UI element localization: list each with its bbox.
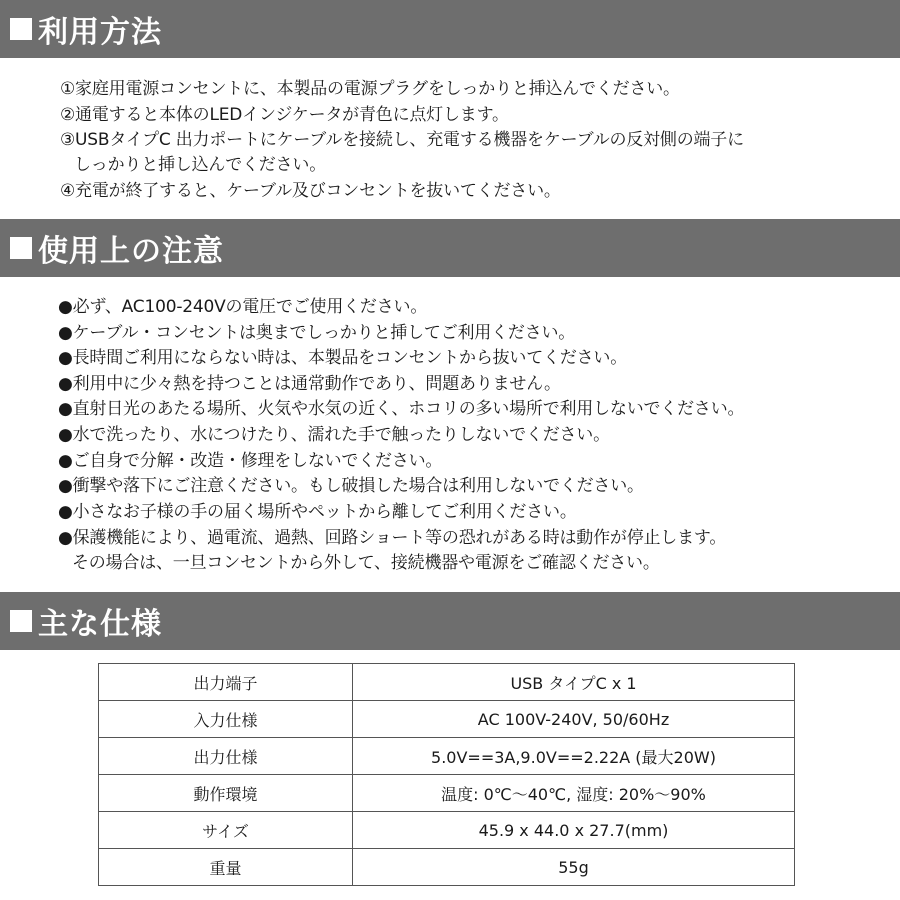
spec-label: 動作環境	[99, 775, 353, 812]
spec-value: 45.9 x 44.0 x 27.7(mm)	[353, 812, 795, 849]
caution-item: ●水で洗ったり、水につけたり、濡れた手で触ったりしないでください。	[58, 425, 610, 445]
caution-item: ●小さなお子様の手の届く場所やペットから離してご利用ください。	[58, 502, 577, 522]
caution-item: ●衝撃や落下にご注意ください。もし破損した場合は利用しないでください。	[58, 476, 644, 496]
caution-item: ●直射日光のあたる場所、火気や水気の近く、ホコリの多い場所で利用しないでください。	[58, 399, 745, 419]
spec-section-title: 主な仕様	[38, 607, 162, 642]
spec-value: 5.0V==3A,9.0V==2.22A (最大20W)	[353, 738, 795, 775]
table-row	[99, 664, 795, 701]
spec-label: 出力端子	[99, 664, 353, 701]
table-row	[99, 849, 795, 886]
usage-step-1: ①家庭用電源コンセントに、本製品の電源プラグをしっかりと挿込んでください。	[60, 79, 680, 99]
usage-step-3: ③USBタイプC 出力ポートにケーブルを接続し、充電する機器をケーブルの反対側の端子に	[60, 130, 744, 150]
usage-step-2: ②通電すると本体のLEDインジケータが青色に点灯します。	[60, 105, 509, 125]
spec-label: 出力仕様	[99, 738, 353, 775]
table-row	[99, 738, 795, 775]
caution-item: ●ご自身で分解・改造・修理をしないでください。	[58, 451, 443, 471]
usage-step-4: ④充電が終了すると、ケーブル及びコンセントを抜いてください。	[60, 181, 561, 201]
caution-section-title: 使用上の注意	[38, 234, 224, 269]
table-row	[99, 812, 795, 849]
spec-section-header	[0, 592, 900, 650]
spec-label: サイズ	[99, 812, 353, 849]
caution-item-continued: その場合は、一旦コンセントから外して、接続機器や電源をご確認ください。	[72, 553, 660, 573]
caution-item: ●保護機能により、過電流、過熱、回路ショート等の恐れがある時は動作が停止します。	[58, 528, 727, 548]
spec-value: AC 100V-240V, 50/60Hz	[353, 701, 795, 738]
square-bullet-icon	[10, 610, 32, 632]
caution-item: ●必ず、AC100-240Vの電圧でご使用ください。	[58, 297, 428, 317]
table-row	[99, 701, 795, 738]
caution-item: ●長時間ご利用にならない時は、本製品をコンセントから抜いてください。	[58, 348, 628, 368]
spec-value: 温度: 0℃～40℃, 湿度: 20%～90%	[353, 775, 795, 812]
spec-value: USB タイプC x 1	[353, 664, 795, 701]
square-bullet-icon	[10, 18, 32, 40]
spec-table	[98, 663, 795, 886]
table-row	[99, 775, 795, 812]
spec-label: 入力仕様	[99, 701, 353, 738]
spec-label: 重量	[99, 849, 353, 886]
usage-section-header	[0, 0, 900, 58]
square-bullet-icon	[10, 237, 32, 259]
caution-section-header	[0, 219, 900, 277]
spec-value: 55g	[353, 849, 795, 886]
caution-item: ●ケーブル・コンセントは奥までしっかりと挿してご利用ください。	[58, 323, 576, 343]
usage-section-title: 利用方法	[38, 15, 162, 50]
usage-step-3-continued: しっかりと挿し込んでください。	[74, 155, 326, 175]
caution-item: ●利用中に少々熱を持つことは通常動作であり、問題ありません。	[58, 374, 561, 394]
